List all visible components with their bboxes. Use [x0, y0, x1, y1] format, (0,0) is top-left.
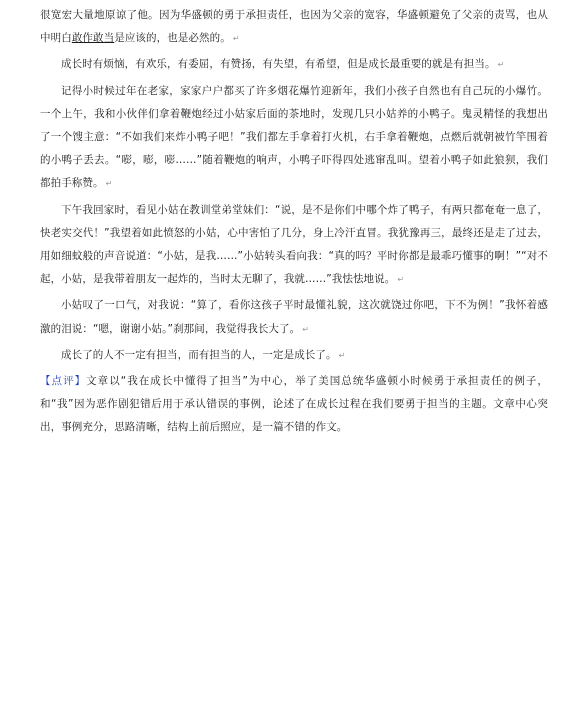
paragraph-mark-icon: ↵: [105, 179, 113, 189]
paragraph-2: [40, 53, 548, 76]
underlined-phrase: 敢作敢当: [71, 32, 115, 45]
paragraph-mark-icon: ↵: [497, 60, 505, 70]
paragraph-4-text: 下午我回家时，看见小姑在教训堂弟堂妹们：“说，是不是你们中哪个炸了鸭子，有两只都奄奄一息了，快老实交代！”我望着如此愤怒的小姑，心中害怕了几分，身上冷汗直冒。我犹豫再三，最终还是走了过去，用如细蚊般的声音说道：“小姑，是我……”小姑转头看向我：“真的吗？平时你都是最乖巧懂事的啊！”“对不起，小姑，是我带着朋友一起炸的，当时太无聊了，我就……”我怯怯地说。: [40, 203, 548, 286]
paragraph-mark-icon: ↵: [302, 324, 310, 334]
paragraph-6-text: 成长了的人不一定有担当，而有担当的人，一定是成长了。: [61, 348, 337, 361]
paragraph-2-text: 成长时有烦恼，有欢乐，有委屈，有赞扬，有失望，有希望，但是成长最重要的就是有担当。: [61, 58, 496, 71]
paragraph-6: [40, 344, 548, 367]
paragraph-1: [40, 4, 548, 50]
comment-label: 【点评】: [40, 375, 87, 388]
paragraph-5: [40, 294, 548, 340]
paragraph-mark-icon: ↵: [397, 275, 405, 285]
paragraph-5-text: 小姑叹了一口气，对我说：“算了，看你这孩子平时最懂礼貌，这次就饶过你吧，下不为例！”我怀着感激的泪说：“嗯，谢谢小姑。”刹那间，我觉得我长大了。: [40, 299, 548, 335]
paragraph-1-tail: 是应该的，也是必然的。: [114, 32, 231, 45]
comment-text: 文章以“我在成长中懂得了担当”为中心，举了美国总统华盛顿小时候勇于承担责任的例子，和“我”因为恶作剧犯错后用于承认错误的事例，论述了在成长过程在我们要勇于担当的主题。文章中心突出，事例充分，思路清晰，结构上前后照应，是一篇不错的作文。: [40, 375, 548, 434]
paragraph-4: [40, 199, 548, 292]
comment-paragraph: [40, 370, 548, 440]
paragraph-1-text: 很宽宏大量地原谅了他。因为华盛顿的勇于承担责任，也因为父亲的宽容，华盛顿避免了父亲的责骂，也从中明白: [40, 9, 548, 45]
paragraph-mark-icon: ↵: [232, 34, 240, 44]
paragraph-3-text: 记得小时候过年在老家，家家户户都买了许多烟花爆竹迎新年，我们小孩子自然也有自己玩的小爆竹。一个上午，我和小伙伴们拿着鞭炮经过小姑家后面的茶地时，发现几只小姑养的小鸭子。鬼灵精怪的我想出了一个馊主意：“不如我们来炸小鸭子吧！”我们都左手拿着打火机，右手拿着鞭炮，点燃后就朝被竹竿围着的小鸭子丢去。“嘭，嘭，嘭……”随着鞭炮的响声，小鸭子吓得四处逃窜乱叫。望着小鸭子如此狼狈，我们都拍手称赞。: [40, 84, 548, 190]
paragraph-3: [40, 80, 548, 196]
document-body: [40, 4, 548, 443]
paragraph-mark-icon: ↵: [338, 350, 346, 360]
